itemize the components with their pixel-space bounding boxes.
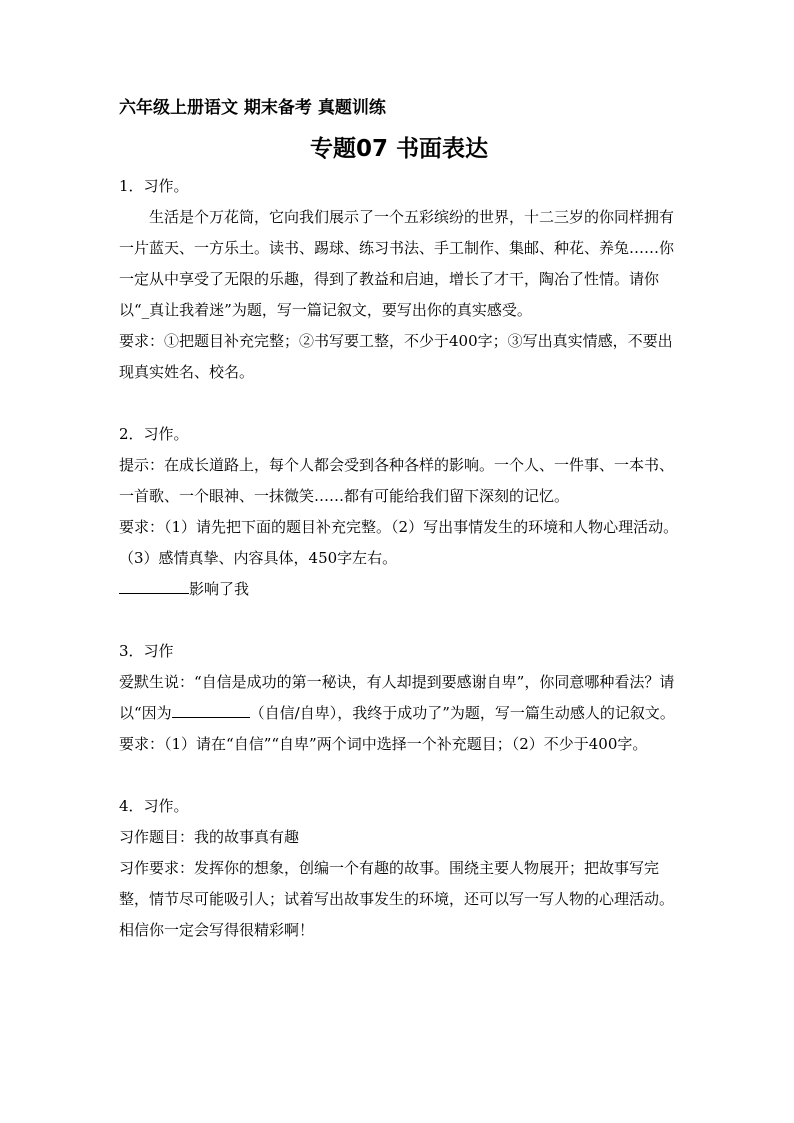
q2-topic [119, 574, 679, 605]
doc-title: 专题07 书面表达 [309, 136, 488, 162]
q2-topic-suffix: 影响了我 [189, 580, 250, 598]
q3-body-before: 爱默生说：“自信是成功的第一秘诀，有人却提到要感谢自卑”，你同意哪种看法？请以“因为 [119, 673, 675, 722]
q4-requirements: 习作要求：发挥你的想象，创编一个有趣的故事。围绕主要人物展开；把故事写完整，情节尽可能吸引人；试着写出故事发生的环境，还可以写一写人物的心理活动。相信你一定会写得很精彩啊！ [119, 859, 675, 939]
q2-tip: 提示：在成长道路上，每个人都会受到各种各样的影响。一个人、一件事、一本书、一首歌、一个眼神、一抹微笑……都有可能给我们留下深刻的记忆。 [119, 456, 675, 505]
q4-topic: 习作题目：我的故事真有趣 [119, 828, 300, 846]
q4-heading: 4．习作。 [119, 797, 189, 815]
q2-requirements: 要求：（1）请先把下面的题目补充完整。（2）写出事情发生的环境和人物心理活动。（3）感情真挚、内容具体，450字左右。 [119, 518, 679, 567]
doc-header: 六年级上册语文 期末备考 真题训练 [119, 98, 386, 118]
q1-heading: 1．习作。 [119, 177, 189, 195]
q1-body: 生活是个万花筒，它向我们展示了一个五彩缤纷的世界，十二三岁的你同样拥有一片蓝天、一方乐土。读书、踢球、练习书法、手工制作、集邮、种花、养兔……你一定从中享受了无限的乐趣，得到了教益和启迪，增长了才干，陶冶了性情。请你以“_真让我着迷”为题，写一篇记叙文，要写出你的真实感受。 [119, 208, 675, 319]
q3-heading: 3．习作 [119, 642, 174, 660]
q2-heading: 2．习作。 [119, 425, 189, 443]
q1-requirements: 要求：①把题目补充完整；②书写要工整，不少于400字；③写出真实情感，不要出现真实姓名、校名。 [119, 332, 673, 381]
q3-body-after: （自信/自卑），我终于成功了”为题，写一篇生动感人的记叙文。 [249, 704, 675, 722]
q3-requirements: 要求：（1）请在“自信”“自卑”两个词中选择一个补充题目；（2）不少于400字。 [119, 735, 648, 753]
document-page [119, 95, 679, 946]
q2-blank [119, 578, 189, 594]
q3-blank [172, 702, 250, 718]
q3-body [119, 667, 679, 729]
